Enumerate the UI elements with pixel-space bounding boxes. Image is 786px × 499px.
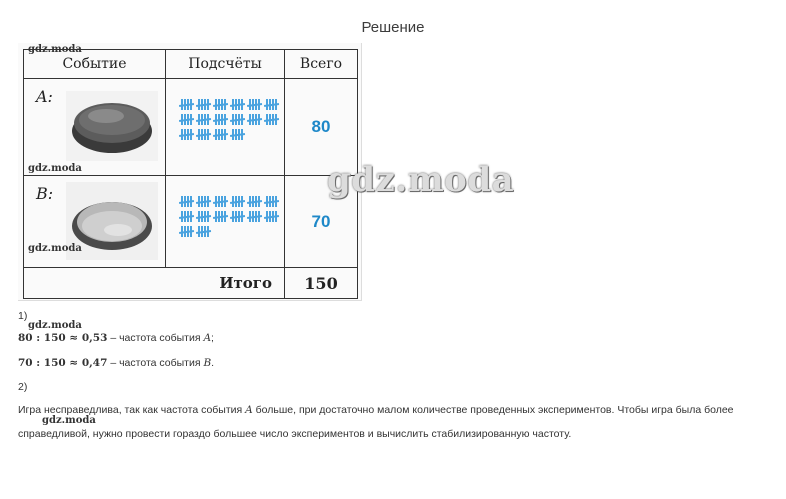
tally-group (231, 114, 244, 125)
footer-total: 150 (285, 268, 358, 299)
tally-group (180, 196, 193, 207)
tally-group (180, 114, 193, 125)
tally-group (214, 114, 227, 125)
watermark-small: gdz.moda (42, 415, 96, 426)
tally-group (180, 99, 193, 110)
event-label-b: B: (36, 184, 54, 203)
footer-label: Итого (24, 268, 285, 299)
tally-group (231, 129, 244, 140)
tally-marks-b (180, 196, 278, 241)
tally-group (248, 99, 261, 110)
tally-group (248, 211, 261, 222)
header-event: Событие (24, 50, 166, 79)
tally-group (248, 114, 261, 125)
tally-group (180, 211, 193, 222)
total-b: 70 (285, 176, 358, 268)
tally-group (214, 99, 227, 110)
tally-group (214, 211, 227, 222)
event-label-a: A: (36, 87, 53, 106)
part1-line-a: 80 : 150 ≈ 0,53 – частота события A; (18, 332, 214, 344)
watermark-small: gdz.moda (28, 243, 82, 254)
part1-line-b: 70 : 150 ≈ 0,47 – частота события B. (18, 357, 215, 369)
tally-group (197, 226, 210, 237)
watermark-small: gdz.moda (28, 44, 82, 55)
tally-cell-a (166, 79, 285, 176)
tally-group (197, 211, 210, 222)
tally-group (265, 99, 278, 110)
tally-marks-a (180, 99, 278, 144)
part1-label: 1) (18, 310, 28, 322)
tally-group (231, 211, 244, 222)
tally-group (231, 99, 244, 110)
event-cell-a (24, 79, 166, 176)
header-total: Всего (285, 50, 358, 79)
watermark-small: gdz.moda (28, 163, 82, 174)
header-counts: Подсчёты (166, 50, 285, 79)
table-footer-row (24, 268, 358, 299)
total-a: 80 (285, 79, 358, 176)
tally-cell-b (166, 176, 285, 268)
watermark-small: gdz.moda (28, 320, 82, 331)
tally-group (197, 114, 210, 125)
tally-group (231, 196, 244, 207)
part2-line2: справедливой, нужно провести гораздо большее число экспериментов и вычислить стабилизированную частоту. (18, 428, 572, 440)
tally-group (248, 196, 261, 207)
tally-group (214, 129, 227, 140)
tally-group (265, 196, 278, 207)
tally-group (265, 114, 278, 125)
frequency-table (23, 49, 358, 299)
tally-group (180, 226, 193, 237)
part2-label: 2) (18, 381, 28, 393)
tally-group (197, 196, 210, 207)
page-title: Решение (361, 19, 425, 36)
tally-group (197, 129, 210, 140)
part2-line1: Игра несправедлива, так как частота события A больше, при достаточно малом количестве проведенных экспериментов. Чтобы игра была более (18, 404, 734, 416)
tally-group (214, 196, 227, 207)
tally-group (265, 211, 278, 222)
table-row (24, 79, 358, 176)
tally-group (197, 99, 210, 110)
tally-group (180, 129, 193, 140)
watermark-large: gdz.moda (327, 160, 515, 200)
bottle-cap-closed-image (66, 91, 158, 161)
